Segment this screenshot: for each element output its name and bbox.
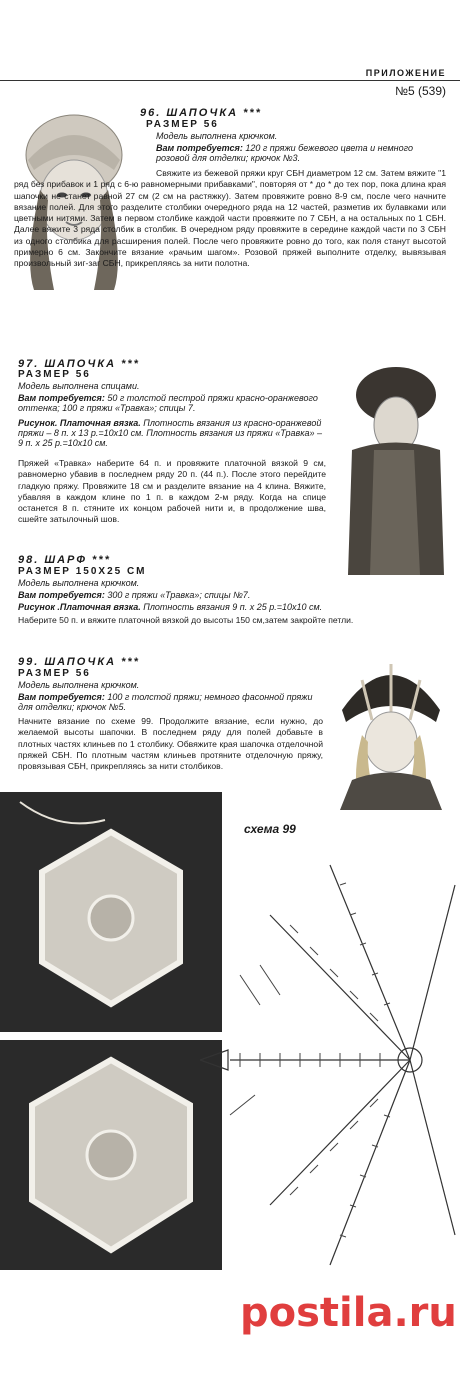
item-96-note: Модель выполнена крючком. <box>156 131 278 141</box>
site-logo: postila.ru <box>240 1290 457 1336</box>
photo-motif-top <box>0 792 222 1032</box>
item-96-body: Свяжите из бежевой пряжи круг СБН диаметром 12 см. Затем вяжите "1 ряд без прибавок и 1 ряд с 6-ю равномерными прибавками", повторяя от * до * до тех пор, пока длина края шапочки не станет равной 27 см (2 см на растяжку). Затем провяжите ровно 8-9 см, после чего начните вязание полей. Для этого разделите столбики очередного ряда на 12 частей, разметив их булавками или цветными нитями. Затем в первом столбике каждой части провяжите по 7 СБН, а на остальных по 1 СБН. Далее вяжите 3 ряда столбик в столбик. В очередном ряду провяжите в середине каждой части по 3 СБН из одного столбика для расширения полей. После чего провяжите ровно до того, как поля станут высотой примерно 6 см. Закончите вязание «рачьим шагом». Розовой пряжей выполните отделку, вывязывая произвольный зиг-заг СБН, прикрепляясь за нити полотна. <box>14 168 446 269</box>
header-issue: №5 (539) <box>395 84 446 98</box>
item-98-req-text: 300 г пряжи «Травка»; спицы №7. <box>107 590 251 600</box>
item-99-body: Начните вязание по схеме 99. Продолжите вязание, если нужно, до желаемой высоты шапочки. В последнем ряду для полей добавьте в плотных частях клиньев по 1 столбику. Обвяжите края шапочка отделочной пряжей СБН. По плотным частям клиньев протяните отделочную пряжу, провязывая СБН, прикрепляясь за нити столбиков. <box>18 716 323 772</box>
item-96-req-text: 120 г пряжи бежевого цвета и немного розовой для отделки; крючок №3. <box>156 143 413 163</box>
photo-hat-99 <box>332 650 450 810</box>
item-98-size: РАЗМЕР 150Х25 СМ <box>18 566 147 577</box>
item-98-requirements <box>18 590 438 600</box>
item-99-req-text: 100 г толстой пряжи; немного фасонной пряжи для отделки; крючок №5. <box>18 692 313 712</box>
header-title: ПРИЛОЖЕНИЕ <box>365 68 446 78</box>
header-rule <box>0 80 460 81</box>
item-98-title: 98. ШАРФ *** <box>18 554 111 566</box>
photo-motif-bottom <box>0 1040 222 1270</box>
item-97-size: РАЗМЕР 56 <box>18 369 91 380</box>
crochet-diagram <box>200 855 460 1275</box>
item-96-req-label: Вам потребуется: <box>156 143 243 153</box>
item-97-pattern-text: Плотность вязания из красно-оранжевой пряжи – 8 п. х 13 р.=10х10 см. Плотность вязания из пряжи «Травка» – 9 п. х 25 р.=10х10 см. <box>18 418 322 448</box>
item-97-req-text: 50 г толстой пестрой пряжи красно-оранжевого оттенка; 100 г пряжи «Травка»; спицы 7. <box>18 393 318 413</box>
item-96-requirements <box>156 143 446 163</box>
item-98-pattern-label: Рисунок .Платочная вязка. <box>18 602 141 612</box>
item-97-pattern <box>18 418 326 448</box>
item-97-pattern-label: Рисунок. Платочная вязка. <box>18 418 141 428</box>
item-96-size: РАЗМЕР 56 <box>146 119 219 130</box>
item-98-pattern <box>18 602 438 612</box>
item-98-req-label: Вам потребуется: <box>18 590 105 600</box>
item-99-note: Модель выполнена крючком. <box>18 680 140 690</box>
item-99-req-label: Вам потребуется: <box>18 692 105 702</box>
diagram-caption: схема 99 <box>244 822 296 836</box>
item-96-title: 96. ШАПОЧКА *** <box>140 107 262 119</box>
item-97-body: Пряжей «Травка» наберите 64 п. и провяжите платочной вязкой 9 см, равномерно убавив в последнем ряду 20 п. (44 п.). После этого перейдите гладкую пряжу. Провяжите 18 см и разделите вязание на 4 клина. Вяжите, убавляя в каждом клине по 1 п. в каждом 2-м ряду. Когда на спице останется 8 п. стяните их концом рабочей нити и, в продолжение шва, сшейте затылочный шов. <box>18 458 326 525</box>
item-99-title: 99. ШАПОЧКА *** <box>18 656 140 668</box>
item-97-req-label: Вам потребуется: <box>18 393 105 403</box>
item-99-requirements <box>18 692 323 712</box>
item-98-note: Модель выполнена крючком. <box>18 578 140 588</box>
item-98-body: Наберите 50 п. и вяжите платочной вязкой до высоты 150 см,затем закройте петли. <box>18 615 354 625</box>
item-97-requirements <box>18 393 326 413</box>
photo-hat-scarf-97 <box>344 355 448 575</box>
item-97-title: 97. ШАПОЧКА *** <box>18 358 140 370</box>
item-98-pattern-text: Плотность вязания 9 п. х 25 р.=10х10 см. <box>143 602 323 612</box>
item-97-note: Модель выполнена спицами. <box>18 381 140 391</box>
item-99-size: РАЗМЕР 56 <box>18 668 91 679</box>
